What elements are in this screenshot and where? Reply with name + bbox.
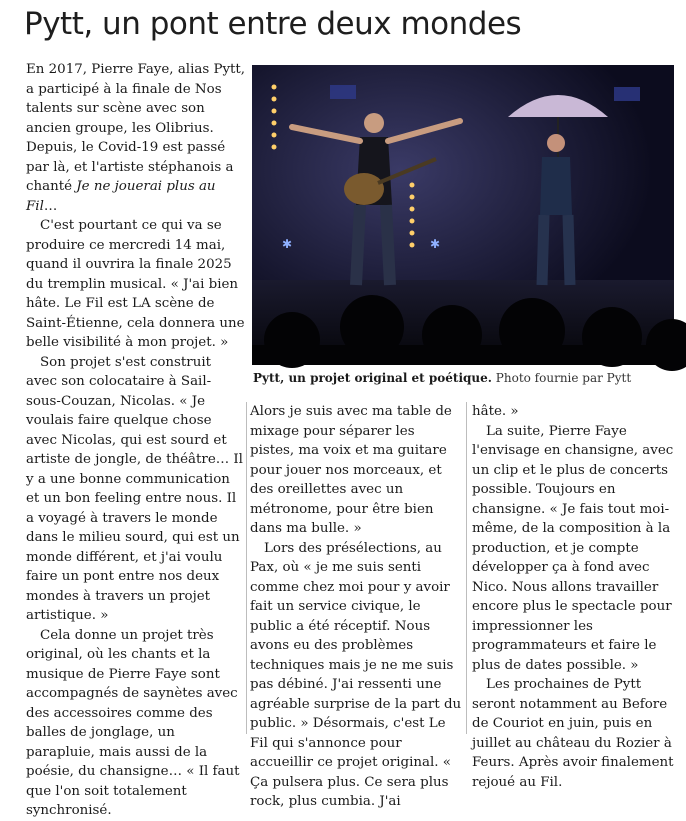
- column-divider: [246, 402, 247, 734]
- paragraph: La suite, Pierre Faye l'envisage en chansigne, avec un clip et le plus de concerts possible. Toujours en chansigne. « Je fais tout moi-même, de la composition à la production, et je compte développer ça à fond avec Nico. Nous allons travailler encore plus le spectacle pour impressionner les programmateurs et faire le plus de dates possible. »: [472, 423, 674, 673]
- paragraph-intro: En 2017, Pierre Faye, alias Pytt, a participé à la finale de Nos talents sur scène avec son ancien groupe, les Olibrius. Depuis, le Covid-19 est passé par là, et l'artiste stéphanois a chanté Je ne jouerai plus au Fil…: [26, 62, 246, 214]
- column-divider: [466, 402, 467, 734]
- paragraph: Lors des présélections, au Pax, où « je me suis senti comme chez moi pour y avoir fait un service civique, le public a été réceptif. Nous avons eu des problèmes techniques mais je ne me suis pas débiné. J'ai ressenti une agréable surprise de la part du public. » Désormais, c'est Le Fil qui s'annonce pour accueillir ce projet original. « Ça pulsera plus. Ce sera plus rock, plus cumbia. J'ai: [250, 540, 462, 809]
- paragraph: Cela donne un projet très original, où les chants et la musique de Pierre Faye sont accompagnés de saynètes avec des accessoires comme des balles de jonglage, un parapluie, mais aussi de la poésie, du chansigne… « Il faut que l'on soit totalement synchronisé.: [26, 627, 240, 818]
- paragraph: Alors je suis avec ma table de mixage pour séparer les pistes, ma voix et ma guitare pour jouer nos morceaux, et des oreillettes avec un métronome, pour être bien dans ma bulle. »: [250, 404, 452, 536]
- star-light: ✱: [430, 237, 441, 251]
- article-headline: Pytt, un pont entre deux mondes: [24, 6, 522, 42]
- stage-light: [614, 87, 640, 101]
- photo-caption: Pytt, un projet original et poétique. Photo fournie par Pytt: [253, 371, 632, 385]
- paragraph: C'est pourtant ce qui va se produire ce mercredi 14 mai, quand il ouvrira la finale 2025 du tremplin musical. « J'ai bien hâte. Le Fil est LA scène de Saint-Étienne, cela donnera une belle visibilité à mon projet. »: [26, 218, 245, 350]
- paragraph: Son projet s'est construit avec son colocataire à Sail-sous-Couzan, Nicolas. « Je voulais faire quelque chose avec Nicolas, qui est sourd et artiste de jongle, de théâtre… Il y a une bonne communication et un bon feeling entre nous. Il a voyagé à travers le monde dans le milieu sourd, qui est un monde différent, et j'ai voulu faire un pont entre nos deux mondes à travers un projet artistique. »: [26, 354, 243, 623]
- column-2: [250, 402, 462, 809]
- photo-credit: Photo fournie par Pytt: [495, 371, 632, 385]
- column-1: [26, 60, 246, 818]
- song-title: Je ne jouerai plus au Fil: [26, 179, 216, 214]
- column-3: [472, 402, 680, 790]
- paragraph: hâte. »: [472, 404, 519, 419]
- stage-light: [330, 85, 356, 99]
- paragraph: Les prochaines de Pytt seront notamment au Before de Couriot en juin, puis en juillet au château du Rozier à Feurs. Après avoir finalement rejoué au Fil.: [472, 677, 674, 790]
- concert-photo: [252, 65, 674, 365]
- star-light: ✱: [282, 237, 293, 251]
